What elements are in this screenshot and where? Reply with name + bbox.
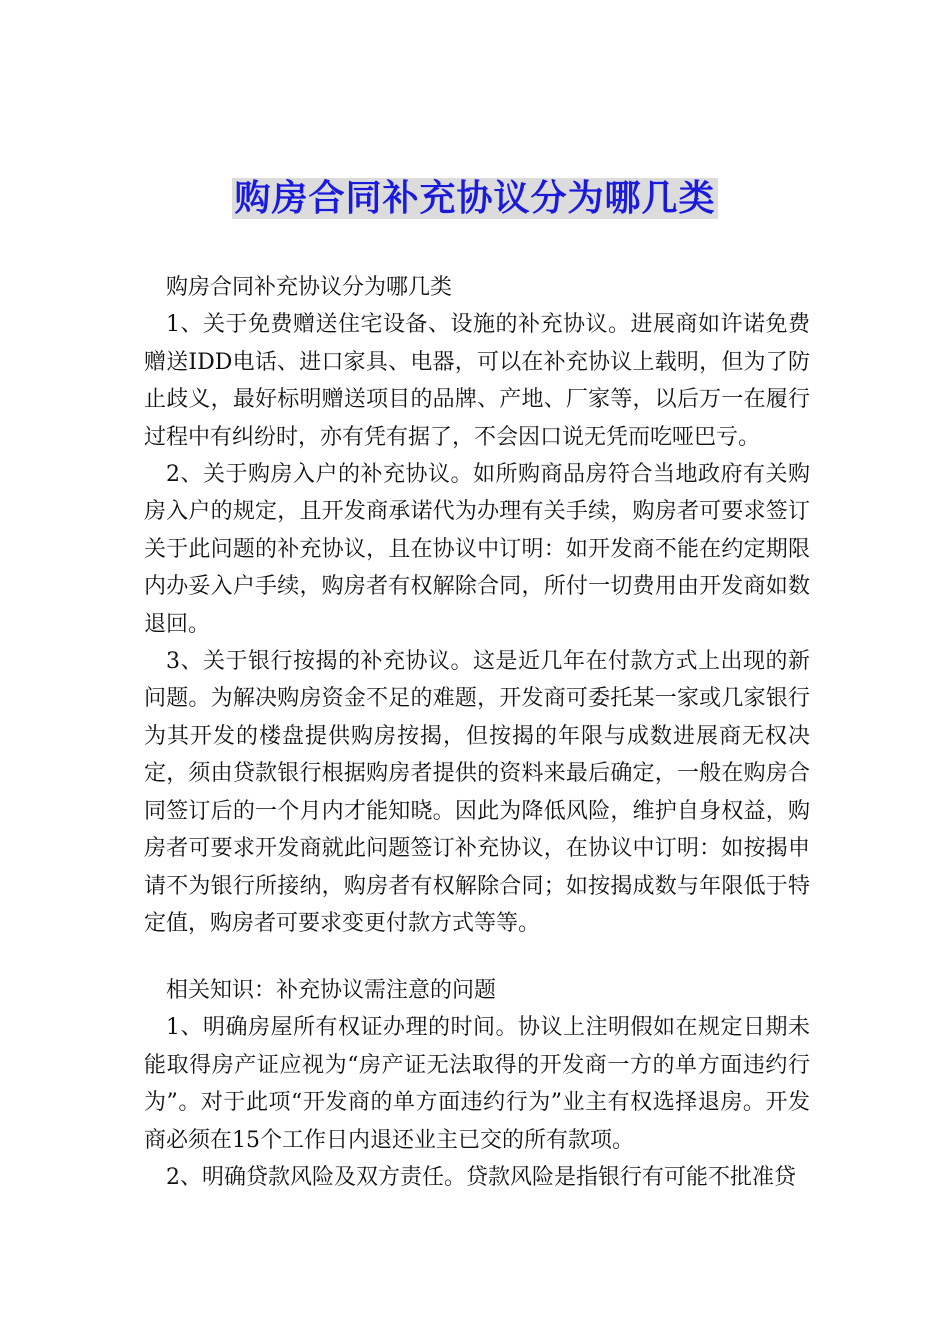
section-notes [144, 972, 810, 1196]
document-title-text: 购房合同补充协议分为哪几类 [234, 178, 716, 219]
section-heading: 相关知识：补充协议需注意的问题 [166, 978, 497, 1003]
paragraph-item: 2、明确贷款风险及双方责任。贷款风险是指银行有可能不批准贷 [166, 1165, 796, 1191]
paragraph-item: 1、关于免费赠送住宅设备、设施的补充协议。进展商如许诺免费赠送IDD电话、进口家具、电器，可以在补充协议上载明，但为了防止歧义，最好标明赠送项目的品牌、产地、厂家等，以后万一在履行过程中有纠纷时，亦有凭有据了，不会因口说无凭而吃哑巴亏。 [144, 312, 810, 450]
document-title [0, 172, 950, 226]
section-types [144, 269, 810, 942]
paragraph-item: 2、关于购房入户的补充协议。如所购商品房符合当地政府有关购房入户的规定，且开发商承诺代为办理有关手续，购房者可要求签订关于此问题的补充协议，且在协议中订明：如开发商不能在约定期限内办妥入户手续，购房者有权解除合同，所付一切费用由开发商如数退回。 [144, 462, 810, 637]
paragraph-item: 1、明确房屋所有权证办理的时间。协议上注明假如在规定日期未能取得房产证应视为“房产证无法取得的开发商一方的单方面违约行为”。对于此项“开发商的单方面违约行为”业主有权选择退房。开发商必须在15个工作日内退还业主已交的所有款项。 [144, 1015, 810, 1153]
section-heading: 购房合同补充协议分为哪几类 [166, 275, 453, 300]
paragraph-item: 3、关于银行按揭的补充协议。这是近几年在付款方式上出现的新问题。为解决购房资金不足的难题，开发商可委托某一家或几家银行为其开发的楼盘提供购房按揭，但按揭的年限与成数进展商无权决定，须由贷款银行根据购房者提供的资料来最后确定，一般在购房合同签订后的一个月内才能知晓。因此为降低风险，维护自身权益，购房者可要求开发商就此问题签订补充协议，在协议中订明：如按揭申请不为银行所接纳，购房者有权解除合同；如按揭成数与年限低于特定值，购房者可要求变更付款方式等等。 [144, 649, 810, 936]
